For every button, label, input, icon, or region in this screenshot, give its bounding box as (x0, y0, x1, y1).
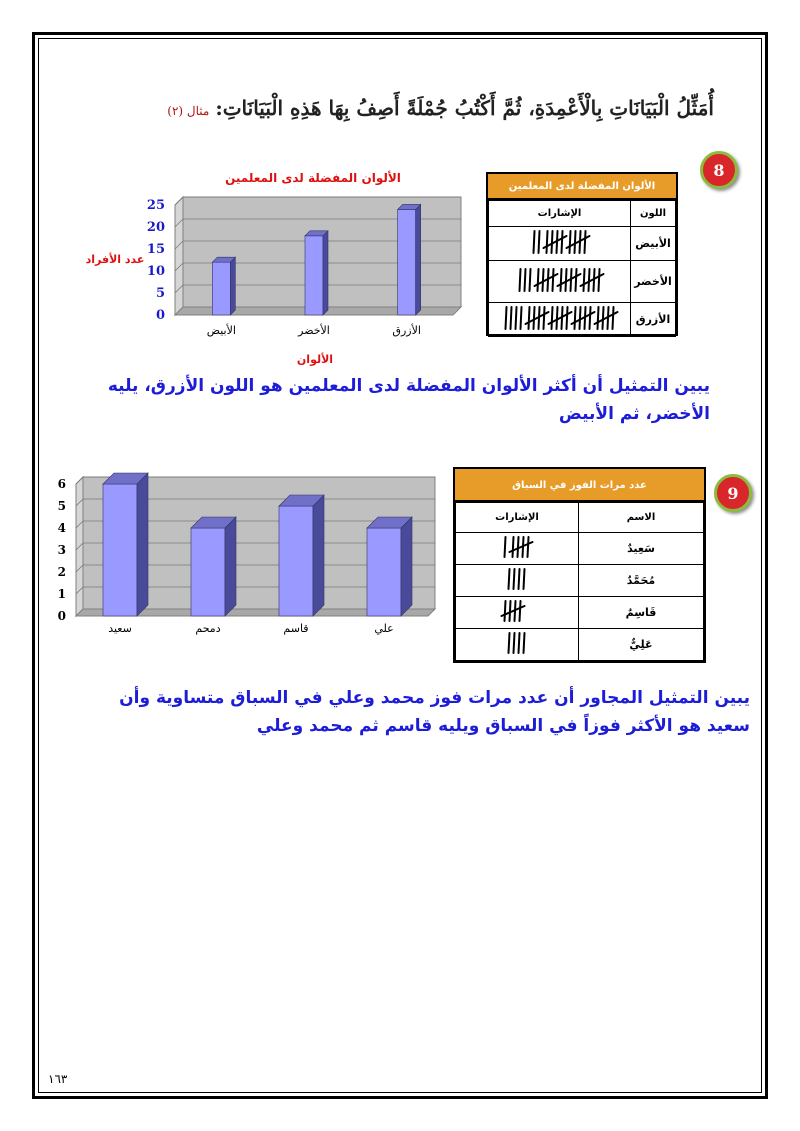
bar (305, 231, 328, 315)
y-tick-label: 1 (57, 587, 66, 601)
x-category-label: علي (374, 622, 394, 635)
y-tick-label: 5 (57, 499, 66, 513)
x-category-label: قاسم (283, 622, 309, 635)
x-axis-label: الألوان (296, 353, 334, 366)
y-tick-label: 2 (57, 565, 66, 579)
row-label: قَاسِمٌ (579, 597, 704, 629)
y-tick-label: 20 (146, 220, 165, 235)
tally-table-wins (453, 467, 706, 663)
exercise-8-description: يبين التمثيل أن أكثر الألوان المفضلة لدى المعلمين هو اللون الأزرق، يليه الأخضر، ثم الأبيض (107, 376, 710, 424)
x-category-label: الأخضر (298, 324, 330, 337)
x-category-label: سعيد (108, 622, 132, 635)
col-header-marks: الإشارات (456, 503, 579, 533)
chart-side-wall (175, 197, 183, 315)
x-category-label: الأزرق (392, 324, 421, 337)
tally-marks (462, 629, 572, 657)
bar (103, 473, 148, 616)
x-category-label: الأبيض (206, 324, 236, 337)
exercise-9-badge: 9 (714, 474, 752, 512)
example-label: مثال (٢) (167, 104, 210, 118)
row-label: الأزرق (631, 303, 676, 337)
tally-table-colors (486, 172, 678, 336)
y-tick-label: 15 (146, 242, 165, 257)
y-tick-label: 3 (57, 543, 66, 557)
tally-marks (462, 565, 572, 593)
bar (279, 495, 324, 616)
tally-marks (462, 533, 572, 561)
bar (398, 204, 421, 315)
tally-marks (490, 227, 630, 257)
row-label: مُحَمَّدٌ (579, 565, 704, 597)
bar-chart-colors (70, 160, 470, 370)
tally-marks (490, 303, 630, 333)
y-tick-label: 5 (155, 286, 165, 301)
tally-marks (490, 265, 630, 295)
col-header-color: اللون (631, 201, 676, 227)
row-label: سَعِيدٌ (579, 533, 704, 565)
y-tick-label: 6 (57, 477, 66, 491)
bar (367, 517, 412, 616)
y-tick-label: 4 (57, 521, 66, 535)
row-label: الأخضر (631, 261, 676, 303)
x-category-label: دمحم (195, 622, 221, 635)
y-tick-label: 10 (146, 264, 165, 279)
exercise-heading (167, 96, 714, 120)
row-label: الأبيض (631, 227, 676, 261)
bar-chart-wins (48, 468, 448, 638)
chart-title: الألوان المفضلة لدى المعلمين (225, 171, 401, 185)
exercise-8-badge: 8 (700, 151, 738, 189)
y-axis-label: عدد الأفراد (85, 253, 145, 266)
row-label: عَلِيٌّ (579, 629, 704, 661)
y-tick-label: 0 (155, 308, 165, 323)
col-header-name: الاسم (579, 503, 704, 533)
heading-text: أُمَثِّلُ الْبَيَانَاتِ بِالْأَعْمِدَةِ، ثُمَّ أَكْتُبُ جُمْلَةً أَصِفُ بِهَا هَذِهِ الْبَيَانَاتِ: (215, 96, 714, 120)
bar (191, 517, 236, 616)
tally-table-title: الألوان المفضلة لدى المعلمين (488, 174, 676, 200)
tally-table-title: عدد مرات الفوز في السباق (455, 469, 704, 502)
y-tick-label: 0 (57, 609, 66, 623)
y-tick-label: 25 (146, 198, 165, 213)
col-header-marks: الإشارات (489, 201, 631, 227)
bar (212, 257, 235, 315)
exercise-9-description: يبين التمثيل المجاور أن عدد مرات فوز محمد وعلي في السباق متساوية وأن سعيد هو الأكثر فوزاً في السباق ويليه قاسم ثم محمد وعلي (119, 688, 750, 736)
tally-marks (462, 597, 572, 625)
page-number: ١٦٣ (48, 1072, 68, 1086)
